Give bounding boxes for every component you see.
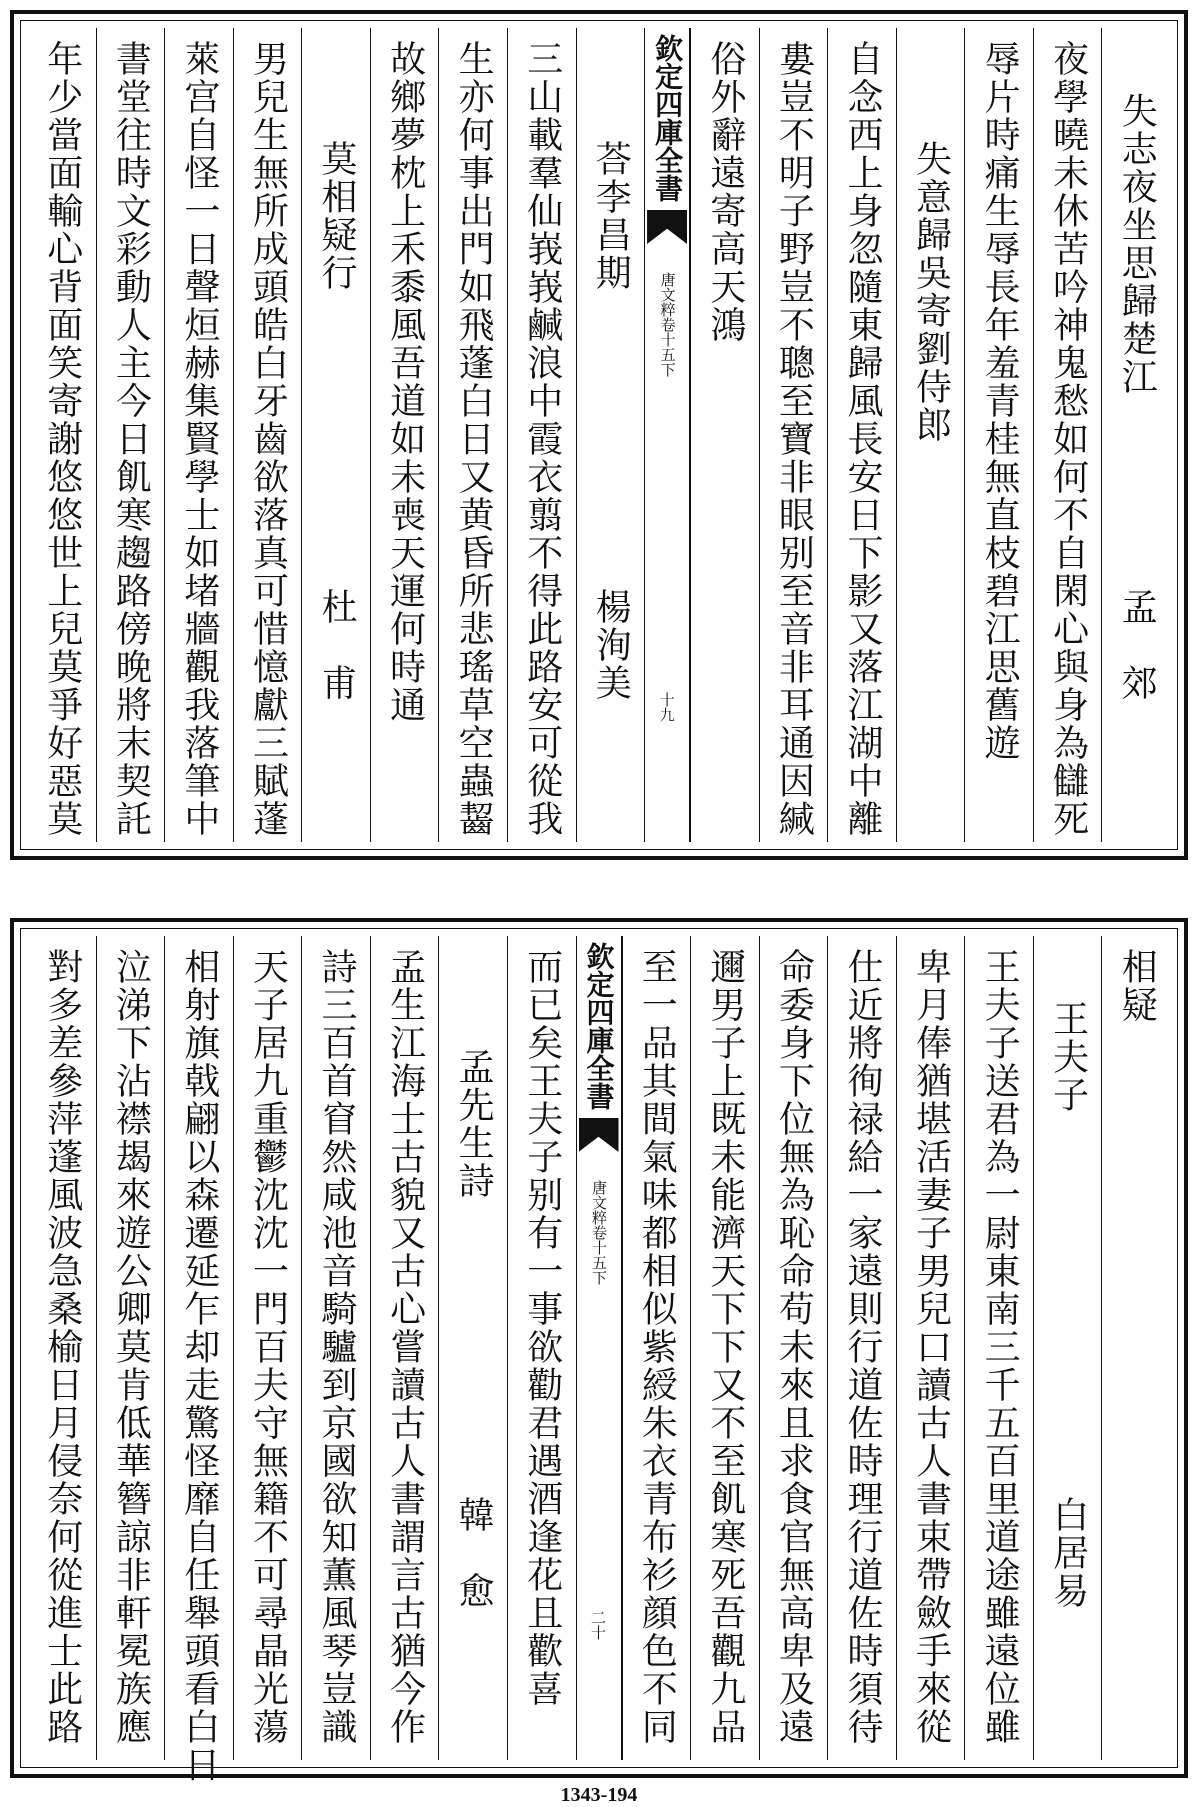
text-line: 孟生江海士古貌又古心嘗讀古人書謂言古猶今作 — [384, 948, 426, 1746]
text-line: 萊宫自怪一日聲烜赫集賢學士如堵牆觀我落筆中 — [178, 40, 220, 838]
text-line: 詩三百首窅然咸池音騎驢到京國欲知薫風琴豈識 — [316, 948, 358, 1746]
text-column — [370, 28, 439, 842]
text-column — [896, 936, 965, 1760]
text-column — [28, 936, 96, 1760]
text-line: 俗外辭遠寄高天鴻 — [704, 40, 746, 344]
poem-author: 楊洵美 — [590, 588, 632, 702]
text-column — [507, 28, 576, 842]
text-column — [28, 28, 96, 842]
text-column — [301, 28, 370, 842]
text-line: 相射旗戟翩以森遷延乍却走驚怪靡自任舉頭看白日 — [178, 948, 220, 1784]
poem-author: 孟 郊 — [1116, 588, 1158, 702]
text-column — [759, 28, 828, 842]
text-line: 相疑 — [1116, 948, 1158, 1024]
text-column — [827, 936, 896, 1760]
text-column — [507, 936, 576, 1760]
text-line: 仕近將徇禄給一家遠則行道佐時理行道佐時須待 — [841, 948, 883, 1746]
poem-title: 孟先生詩 — [453, 1048, 495, 1200]
poem-author: 韓 愈 — [453, 1496, 495, 1610]
text-line: 生亦何事出門如飛蓬白日又黄昏所悲瑤草空蟲齧 — [453, 40, 495, 838]
text-column — [164, 28, 233, 842]
text-line: 泣涕下沾襟朅來遊公卿莫肯低華簪諒非軒冕族應 — [110, 948, 152, 1746]
poem-title: 失意歸吳寄劉侍郎 — [910, 140, 952, 444]
text-column — [96, 28, 165, 842]
text-column — [964, 936, 1033, 1760]
text-column — [164, 936, 233, 1784]
text-column — [964, 28, 1033, 842]
text-line: 命委身下位無為恥命苟未來且求食官無高卑及遠 — [773, 948, 815, 1746]
book-title: 欽定四庫全書 — [582, 942, 616, 1110]
chapter-label: 唐文粹卷十五下 — [590, 1180, 608, 1285]
poem-title: 失志夜坐思歸楚江 — [1116, 92, 1158, 396]
text-column — [96, 936, 165, 1760]
center-fold — [576, 936, 622, 1760]
text-column — [690, 936, 759, 1760]
poem-title: 王夫子 — [1047, 1000, 1089, 1114]
text-line: 天子居九重鬱沈沈一門百夫守無籍不可尋晶光蕩 — [247, 948, 289, 1746]
text-line: 王夫子送君為一尉東南三千五百里道途雖遠位雖 — [979, 948, 1021, 1746]
top-page — [10, 10, 1188, 860]
text-line: 夜學曉未休苦吟神鬼愁如何不自閑心與身為讎死 — [1047, 40, 1089, 838]
text-column — [622, 936, 691, 1760]
text-line: 男兒生無所成頭皓白牙齒欲落真可惜憶獻三賦蓬 — [247, 40, 289, 838]
text-column — [233, 936, 302, 1760]
text-column — [370, 936, 439, 1760]
text-column — [896, 28, 965, 842]
text-line: 邇男子上既未能濟天下下又不至飢寒死吾觀九品 — [704, 948, 746, 1746]
text-column — [438, 936, 507, 1760]
folio-number: 1343-194 — [560, 1784, 638, 1806]
text-line: 對多差參萍蓬風波急桑榆日月侵奈何從進士此路 — [41, 948, 83, 1746]
text-column — [759, 936, 828, 1760]
text-column — [301, 936, 370, 1760]
fishtail-mark-icon — [647, 210, 687, 244]
text-column — [438, 28, 507, 842]
text-line: 婁豈不明子野豈不聰至寶非眼别至音非耳通因緘 — [773, 40, 815, 838]
text-column — [233, 28, 302, 842]
text-line: 書堂往時文彩動人主今日飢寒趨路傍晚將末契託 — [110, 40, 152, 838]
text-column — [1101, 28, 1170, 842]
poem-title: 莫相疑行 — [316, 140, 358, 292]
center-fold — [644, 28, 690, 842]
chapter-label: 唐文粹卷十五下 — [658, 272, 677, 377]
fishtail-mark-icon — [579, 1118, 619, 1152]
text-line: 三山載羣仙峩峩鹹浪中霞衣翦不得此路安可從我 — [521, 40, 563, 838]
book-title: 欽定四庫全書 — [651, 34, 685, 202]
text-line: 辱片時痛生辱長年羞青桂無直枝碧江思舊遊 — [979, 40, 1021, 762]
text-column — [576, 28, 645, 842]
text-column — [1101, 936, 1170, 1760]
poem-author: 白居易 — [1047, 1496, 1089, 1610]
text-column — [690, 28, 759, 842]
text-column — [1033, 28, 1102, 842]
page-number: 二十 — [589, 1610, 607, 1640]
text-line: 至一品其間氣味都相似紫綬朱衣青布衫顔色不同 — [636, 948, 678, 1746]
top-columns — [28, 28, 1170, 842]
poem-author: 杜 甫 — [316, 588, 358, 702]
poem-title: 荅李昌期 — [590, 140, 632, 292]
text-line: 而已矣王夫子别有一事欲勸君遇酒逢花且歡喜 — [521, 948, 563, 1708]
text-column — [1033, 936, 1102, 1760]
bottom-page — [10, 918, 1188, 1784]
text-column — [827, 28, 896, 842]
text-line: 年少當面輸心背面笑寄謝悠悠世上兒莫爭好惡莫 — [41, 40, 83, 838]
text-line: 自念西上身忽隨東歸風長安日下影又落江湖中離 — [841, 40, 883, 838]
text-line: 故鄉夢枕上禾黍風吾道如未喪天運何時通 — [384, 40, 426, 724]
bottom-columns — [28, 936, 1170, 1784]
text-line: 卑月俸猶堪活妻子男兒口讀古人書束帶斂手來從 — [910, 948, 952, 1746]
page-number: 十九 — [657, 692, 676, 722]
